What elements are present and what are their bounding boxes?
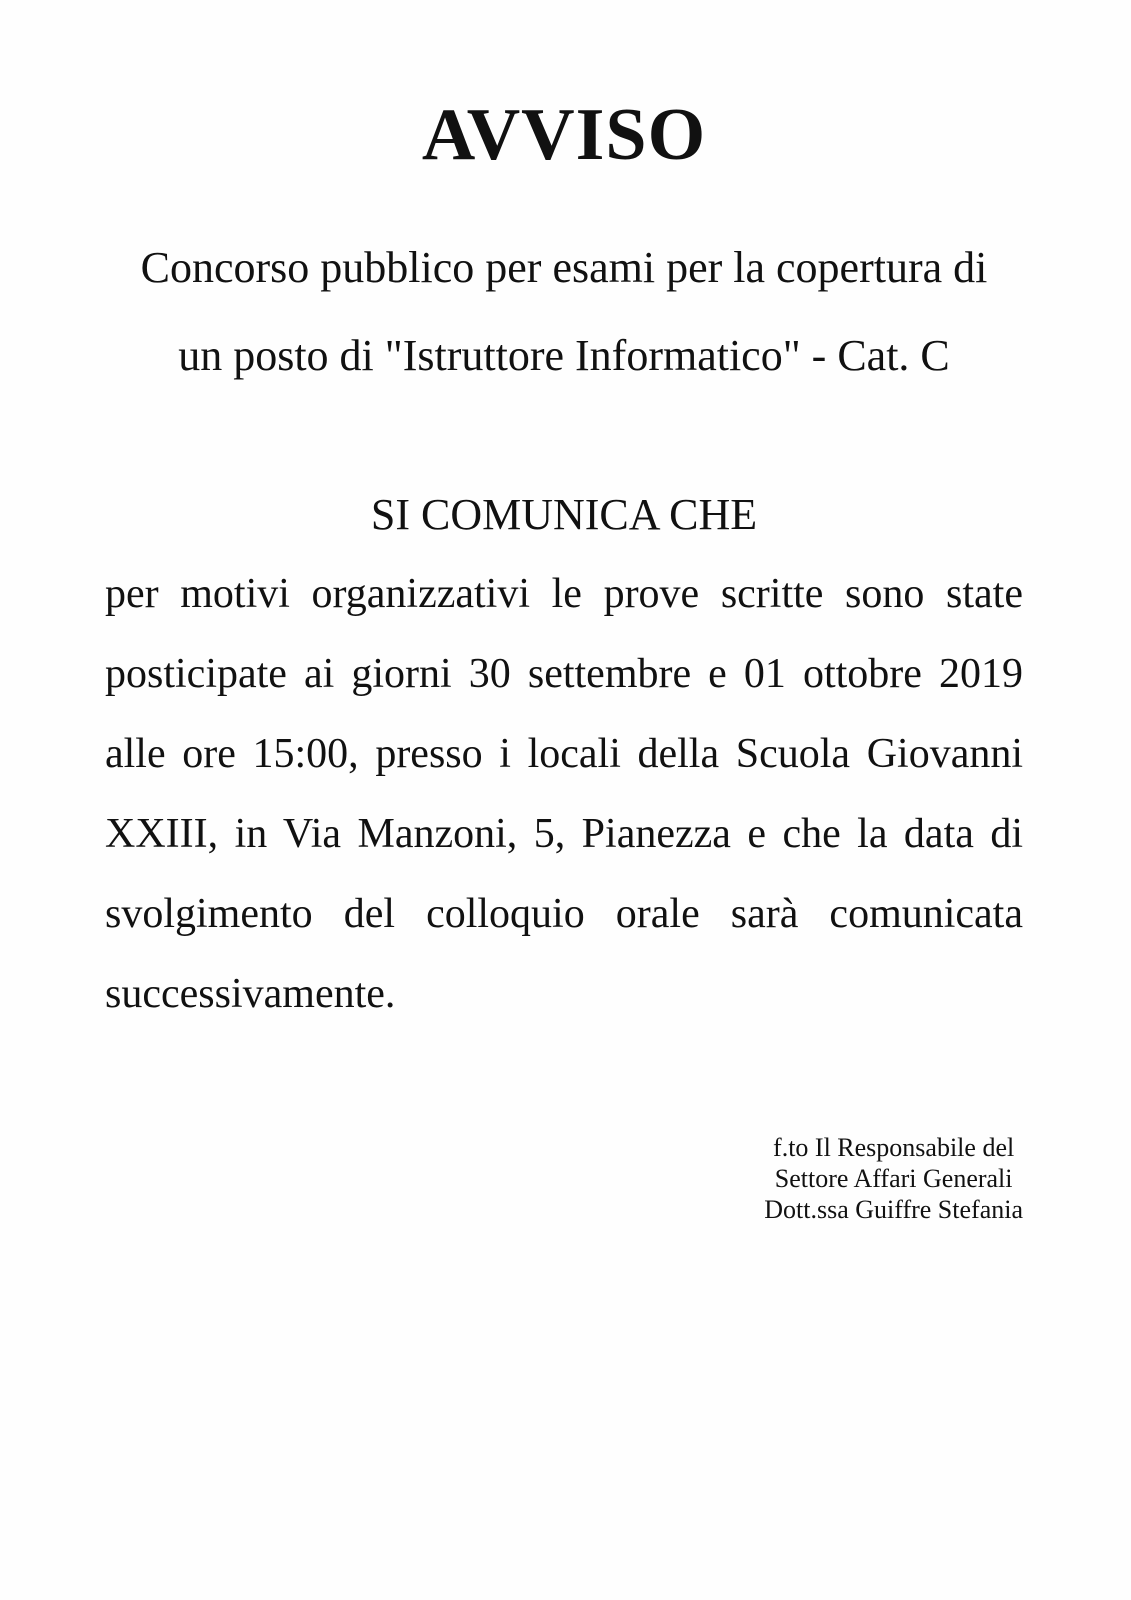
signature-line-1: f.to Il Responsabile del (773, 1133, 1015, 1162)
signature-line-3: Dott.ssa Guiffre Stefania (764, 1195, 1023, 1224)
notice-subtitle-line-2: un posto di "Istruttore Informatico" - Cat. C (178, 331, 950, 380)
notice-body (105, 554, 1023, 1034)
body-line-5: svolgimento del colloquio orale sarà comunicata (105, 891, 1023, 937)
signature-area (105, 1132, 1023, 1225)
signature-block (764, 1132, 1023, 1225)
body-line-3: alle ore 15:00, presso i locali della Scuola Giovanni (105, 731, 1023, 777)
signature-line-2: Settore Affari Generali (774, 1164, 1013, 1193)
body-line-1: per motivi organizzativi le prove scritte sono state (105, 571, 1023, 617)
body-line-2: posticipate ai giorni 30 settembre e 01 ottobre 2019 (105, 651, 1023, 697)
section-heading: SI COMUNICA CHE (370, 490, 758, 539)
notice-title: AVVISO (421, 94, 707, 176)
notice-subtitle-line-1: Concorso pubblico per esami per la copertura di (140, 243, 988, 292)
body-line-6: successivamente. (105, 971, 396, 1017)
body-line-4: XXIII, in Via Manzoni, 5, Pianezza e che la data di (105, 811, 1023, 857)
notice-subtitle (105, 224, 1023, 400)
